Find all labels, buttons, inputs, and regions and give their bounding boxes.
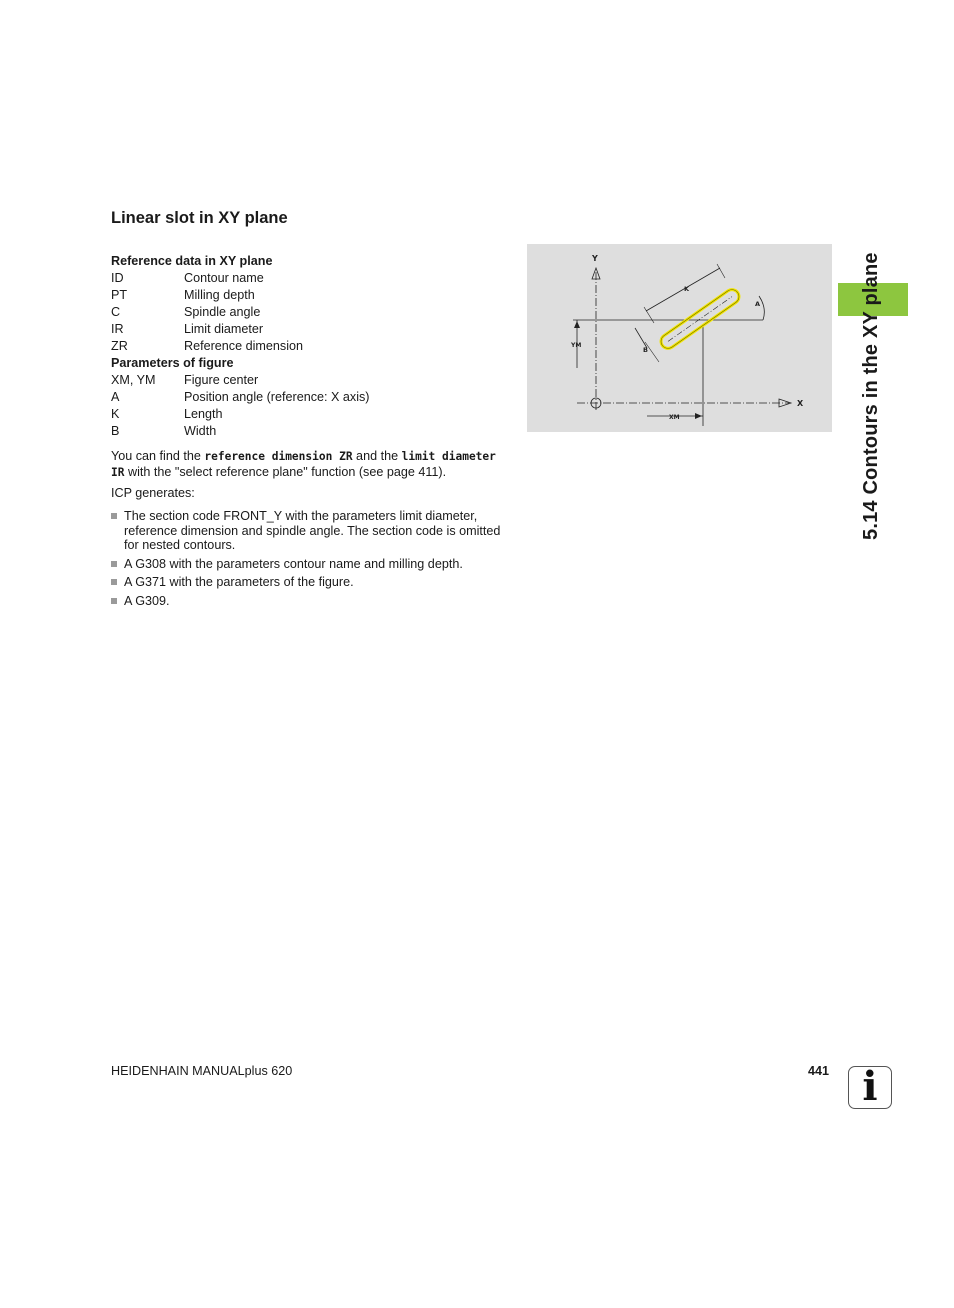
param-key: B — [111, 424, 120, 438]
figure-params-heading: Parameters of figure — [111, 356, 234, 370]
param-row — [111, 389, 511, 406]
param-label: Spindle angle — [184, 305, 261, 319]
param-row — [111, 287, 511, 304]
param-label: Limit diameter — [184, 322, 264, 336]
k-label: K — [684, 285, 690, 293]
param-label: Milling depth — [184, 288, 255, 302]
param-key: ID — [111, 271, 124, 285]
bullet-text: A G371 with the parameters of the figure. — [124, 575, 354, 589]
parameter-list — [111, 253, 511, 440]
list-item — [111, 509, 511, 553]
xm-arrow-icon — [695, 413, 702, 419]
reference-note — [111, 449, 511, 480]
param-key: C — [111, 305, 121, 319]
list-item — [111, 594, 511, 609]
param-key: PT — [111, 288, 128, 302]
a-label: A — [755, 300, 761, 308]
list-item — [111, 575, 511, 590]
param-label: Figure center — [184, 373, 259, 387]
param-key: ZR — [111, 339, 128, 353]
param-key: K — [111, 407, 120, 421]
xm-label: XM — [669, 414, 680, 421]
k-extension-line — [717, 264, 725, 278]
bullet-text: A G308 with the parameters contour name and milling depth. — [124, 556, 463, 571]
note-code-zr: reference dimension ZR — [204, 450, 353, 463]
bullet-text: The section code FRONT_Y with the parameters limit diameter, reference dimension and spindle angle. The section code is omitted for nested contours. — [124, 509, 501, 552]
note-text: with the "select reference plane" function (see page 411). — [124, 464, 447, 479]
ym-label: YM — [571, 342, 582, 349]
param-row — [111, 270, 511, 287]
param-row — [111, 304, 511, 321]
bullet-square-icon — [111, 561, 117, 567]
param-row — [111, 406, 511, 423]
param-row — [111, 338, 511, 355]
reference-heading: Reference data in XY plane — [111, 254, 273, 268]
bullet-square-icon — [111, 598, 117, 604]
y-axis-label: Y — [592, 254, 598, 263]
bullet-text: A G309. — [124, 593, 170, 608]
param-label: Contour name — [184, 271, 264, 285]
b-dimension-line — [635, 328, 647, 348]
note-code-ir: limit diameter IR — [111, 450, 496, 479]
param-key: XM, YM — [111, 373, 156, 387]
bullet-square-icon — [111, 513, 117, 519]
chapter-title: 5.14 Contours in the XY plane — [860, 252, 882, 540]
param-label: Reference dimension — [184, 339, 304, 353]
info-icon — [848, 1063, 892, 1110]
slot-diagram — [527, 244, 832, 432]
footer-product: HEIDENHAIN MANUALplus 620 — [111, 1064, 293, 1078]
info-glyph: i — [862, 1063, 878, 1110]
param-row — [111, 423, 511, 440]
param-key: A — [111, 390, 120, 404]
b-label: B — [643, 346, 648, 354]
param-row — [111, 321, 511, 338]
x-axis-label: X — [797, 399, 804, 408]
param-key: IR — [111, 322, 124, 336]
page-number: 441 — [808, 1064, 830, 1078]
param-row — [111, 372, 511, 389]
param-label: Width — [184, 424, 217, 438]
param-label: Length — [184, 407, 223, 421]
ym-arrow-icon — [574, 321, 580, 328]
note-text: You can find the — [111, 449, 205, 463]
note-text: and the — [352, 449, 402, 463]
icp-bullet-list — [111, 509, 511, 612]
slot-diagram-svg — [527, 244, 832, 432]
section-title: Linear slot in XY plane — [111, 209, 288, 227]
icp-intro: ICP generates: — [111, 486, 195, 500]
param-label: Position angle (reference: X axis) — [184, 390, 370, 404]
list-item — [111, 557, 511, 572]
bullet-square-icon — [111, 579, 117, 585]
